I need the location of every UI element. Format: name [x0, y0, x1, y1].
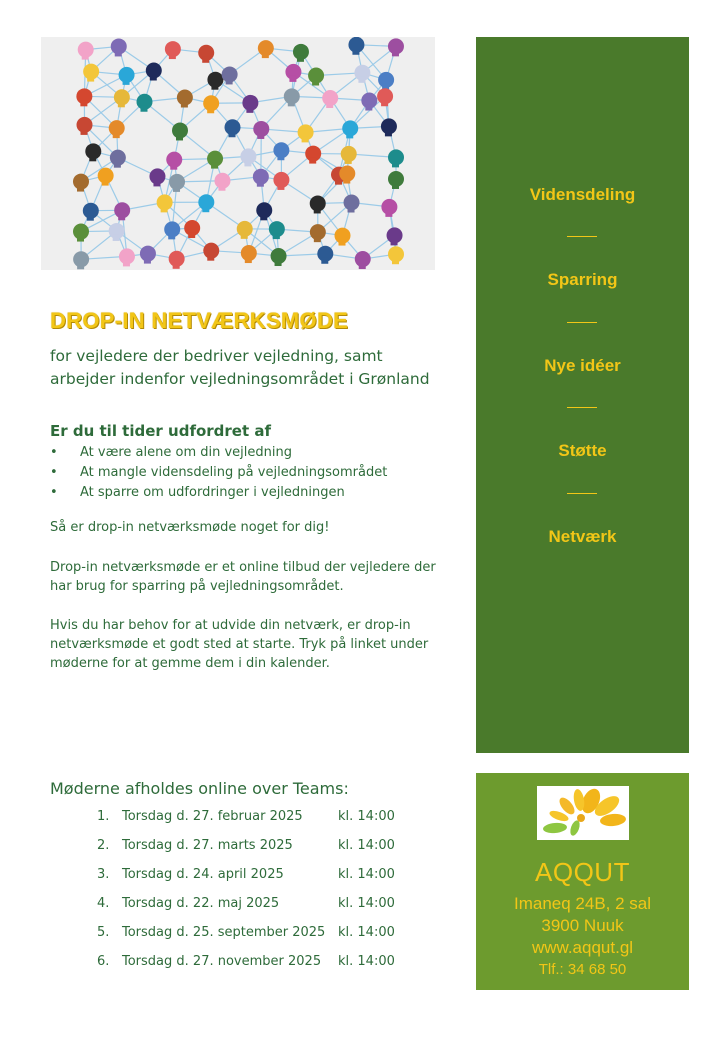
meeting-time: kl. 14:00 [338, 809, 395, 824]
meeting-number: 1. [97, 809, 110, 824]
head-icon [388, 246, 404, 264]
head-icon [344, 195, 360, 213]
meeting-date: Torsdag d. 27. november 2025 [122, 954, 322, 969]
paragraph-line: Så er drop-in netværksmøde noget for dig! [50, 520, 330, 535]
meeting-time: kl. 14:00 [338, 954, 395, 969]
head-icon [73, 251, 89, 269]
sidebar-divider [567, 236, 597, 237]
head-icon [341, 146, 357, 164]
head-icon [207, 151, 223, 169]
head-icon [273, 172, 289, 190]
head-icon [78, 42, 94, 60]
paragraph-network [50, 616, 445, 673]
meeting-time: kl. 14:00 [338, 925, 395, 940]
head-icon [284, 88, 300, 106]
meeting-row [97, 922, 395, 951]
paragraph-intro [50, 518, 445, 537]
head-icon [85, 143, 101, 161]
head-icon [237, 221, 253, 239]
head-icon [83, 64, 99, 82]
head-icon [169, 174, 185, 192]
head-icon [271, 248, 287, 266]
head-icon [388, 38, 404, 56]
meeting-row [97, 951, 395, 980]
head-icon [269, 221, 285, 239]
bullet-icon: • [50, 445, 58, 460]
sidebar-panel [476, 37, 689, 753]
head-icon [225, 119, 241, 137]
head-icon [377, 88, 393, 106]
website-link[interactable]: www.aqqut.gl [531, 938, 634, 957]
list-item [50, 443, 387, 463]
challenge-heading: Er du til tider udfordret af [50, 422, 272, 440]
head-icon [166, 152, 182, 170]
meeting-row [97, 806, 395, 835]
head-icon [169, 251, 185, 269]
meeting-row [97, 835, 395, 864]
head-icon [157, 194, 173, 212]
challenge-text: At være alene om din vejledning [80, 445, 292, 460]
head-icon [354, 65, 370, 83]
head-icon [119, 248, 135, 266]
meeting-date: Torsdag d. 25. september 2025 [122, 925, 326, 940]
paragraph-line: netværksmøde et godt sted at starte. Tryk på linket under [50, 637, 429, 652]
sidebar-divider [567, 407, 597, 408]
head-icon [203, 95, 219, 113]
head-icon [165, 41, 181, 59]
sidebar-divider [567, 322, 597, 323]
list-item [50, 483, 387, 503]
head-icon [73, 224, 89, 242]
head-icon [114, 89, 130, 107]
head-icon [298, 124, 314, 142]
meeting-number: 5. [97, 925, 110, 940]
challenge-list [50, 443, 387, 503]
head-icon [172, 122, 188, 140]
head-icon [241, 245, 257, 263]
meeting-date: Torsdag d. 27. februar 2025 [122, 809, 303, 824]
head-icon [253, 121, 269, 139]
head-icon [76, 88, 92, 106]
paragraph-line: Drop-in netværksmøde er et online tilbud der vejledere der [50, 560, 436, 575]
head-icon [317, 246, 333, 264]
head-icon [73, 174, 89, 192]
head-icon [308, 68, 324, 86]
network-graphic [41, 37, 435, 270]
head-icon [203, 243, 219, 261]
subtitle [50, 345, 440, 391]
meeting-date: Torsdag d. 27. marts 2025 [122, 838, 293, 853]
head-icon [310, 224, 326, 242]
head-icon [258, 40, 274, 58]
head-icon [83, 203, 99, 221]
head-icon [381, 199, 397, 217]
head-icon [285, 64, 301, 82]
address-line-1: Imaneq 24B, 2 sal [513, 894, 652, 913]
head-icon [140, 246, 156, 264]
page-title: DROP-IN NETVÆRKSMØDE [50, 308, 349, 333]
list-item [50, 463, 387, 483]
head-icon [109, 120, 125, 138]
challenge-text: At sparre om udfordringer i vejledningen [80, 485, 345, 500]
sidebar-item-nye-ideer: Nye idéer [544, 356, 621, 375]
address-line-2: 3900 Nuuk [541, 916, 624, 935]
head-icon [381, 118, 397, 136]
head-icon [388, 171, 404, 189]
sidebar-item-sparring: Sparring [547, 270, 618, 289]
paragraph-description [50, 558, 445, 596]
bullet-icon: • [50, 485, 58, 500]
head-icon [198, 194, 214, 212]
meeting-row [97, 864, 395, 893]
challenge-text: At mangle vidensdeling på vejledningsområdet [80, 465, 388, 480]
head-icon [293, 44, 309, 62]
subtitle-line-1: for vejledere der bedriver vejledning, samt [50, 347, 383, 365]
head-icon [253, 169, 269, 187]
meeting-time: kl. 14:00 [338, 867, 395, 882]
sidebar-item-vidensdeling: Vidensdeling [529, 185, 636, 204]
meetings-list [97, 806, 395, 980]
meeting-row [97, 893, 395, 922]
head-icon [136, 94, 152, 112]
head-icon [109, 223, 125, 241]
sidebar-item-netvaerk: Netværk [548, 527, 617, 546]
head-icon [146, 63, 162, 81]
paragraph-line: Hvis du har behov for at udvide din netværk, er drop-in [50, 618, 411, 633]
head-icon [305, 146, 321, 164]
head-icon [177, 90, 193, 108]
meeting-time: kl. 14:00 [338, 896, 395, 911]
meeting-time: kl. 14:00 [338, 838, 395, 853]
head-icon [119, 67, 135, 85]
head-icon [164, 221, 180, 239]
paragraph-line: har brug for sparring på vejledningsområdet. [50, 579, 344, 594]
head-icon [77, 117, 93, 135]
bullet-icon: • [50, 465, 58, 480]
head-icon [388, 149, 404, 167]
meeting-number: 2. [97, 838, 110, 853]
sidebar-item-stotte: Støtte [558, 441, 607, 460]
paragraph-line: møderne for at gemme dem i din kalender. [50, 656, 330, 671]
meeting-date: Torsdag d. 22. maj 2025 [122, 896, 280, 911]
head-icon [149, 168, 165, 186]
meeting-number: 3. [97, 867, 110, 882]
flower-logo-icon [537, 786, 629, 840]
meeting-number: 6. [97, 954, 110, 969]
network-heads-image [41, 37, 435, 270]
brand-name: AQQUT [535, 857, 630, 887]
head-icon [111, 38, 127, 56]
meeting-date: Torsdag d. 24. april 2025 [122, 867, 284, 882]
head-icon [387, 227, 403, 245]
phone-number: Tlf.: 34 68 50 [538, 961, 627, 978]
aqqut-logo-icon [537, 786, 629, 840]
meetings-heading: Møderne afholdes online over Teams: [50, 779, 349, 798]
meeting-number: 4. [97, 896, 110, 911]
subtitle-line-2: arbejder indenfor vejledningsområdet i Grønland [50, 370, 430, 388]
head-icon [240, 148, 256, 166]
head-icon [98, 168, 114, 186]
sidebar-divider [567, 493, 597, 494]
head-icon [342, 120, 358, 138]
head-icon [355, 251, 371, 269]
head-icon [198, 45, 214, 63]
contact-footer [476, 773, 689, 990]
head-icon [114, 202, 130, 220]
